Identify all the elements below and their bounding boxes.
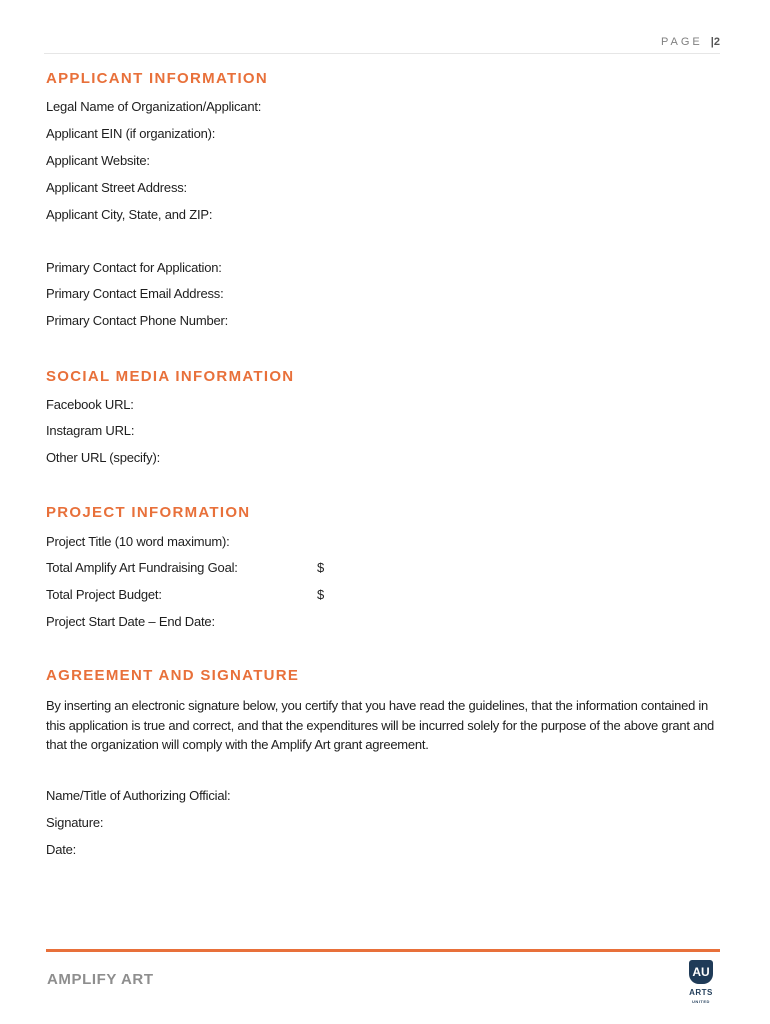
field-project-title: Project Title (10 word maximum): xyxy=(46,534,230,549)
page-header xyxy=(44,36,720,54)
field-street-address: Applicant Street Address: xyxy=(46,180,187,195)
currency-symbol-goal: $ xyxy=(317,560,325,575)
section-title-agreement: AGREEMENT AND SIGNATURE xyxy=(46,667,300,684)
field-instagram-url: Instagram URL: xyxy=(46,423,135,438)
footer-rule xyxy=(46,949,720,952)
footer-brand: AMPLIFY ART xyxy=(47,971,154,988)
field-legal-name: Legal Name of Organization/Applicant: xyxy=(46,99,262,114)
field-contact-phone: Primary Contact Phone Number: xyxy=(46,313,229,328)
arts-united-logo xyxy=(684,960,718,1006)
field-authorizing-official: Name/Title of Authorizing Official: xyxy=(46,788,231,803)
logo-sub: UNITED xyxy=(692,999,710,1004)
section-title-project: PROJECT INFORMATION xyxy=(46,504,251,521)
section-title-social: SOCIAL MEDIA INFORMATION xyxy=(46,368,295,385)
field-fundraising-goal: Total Amplify Art Fundraising Goal: xyxy=(46,560,238,575)
field-project-dates: Project Start Date – End Date: xyxy=(46,614,215,629)
page-label: PAGE xyxy=(660,36,703,48)
field-primary-contact: Primary Contact for Application: xyxy=(46,260,222,275)
logo-word: ARTS xyxy=(689,988,713,997)
field-date: Date: xyxy=(46,842,77,857)
logo-mark-icon xyxy=(689,960,713,984)
field-contact-email: Primary Contact Email Address: xyxy=(46,286,224,301)
field-signature: Signature: xyxy=(46,815,104,830)
field-other-url: Other URL (specify): xyxy=(46,450,160,465)
field-ein: Applicant EIN (if organization): xyxy=(46,126,216,141)
page-number xyxy=(661,36,720,48)
page-number-value: 2 xyxy=(713,36,720,48)
field-facebook-url: Facebook URL: xyxy=(46,397,134,412)
field-city-state-zip: Applicant City, State, and ZIP: xyxy=(46,207,213,222)
agreement-paragraph: By inserting an electronic signature below, you certify that you have read the guidelines, that the information contained in this application is true and correct, and that the expenditures will be incurred solely for the purpose of the above grant and that the organization will comply with the Amplify Art grant agreement. xyxy=(46,698,715,752)
section-title-applicant: APPLICANT INFORMATION xyxy=(46,70,269,87)
currency-symbol-budget: $ xyxy=(317,587,325,602)
field-project-budget: Total Project Budget: xyxy=(46,587,162,602)
page-separator: | xyxy=(710,36,714,48)
logo-mark-text: AU xyxy=(692,965,710,979)
field-website: Applicant Website: xyxy=(46,153,150,168)
